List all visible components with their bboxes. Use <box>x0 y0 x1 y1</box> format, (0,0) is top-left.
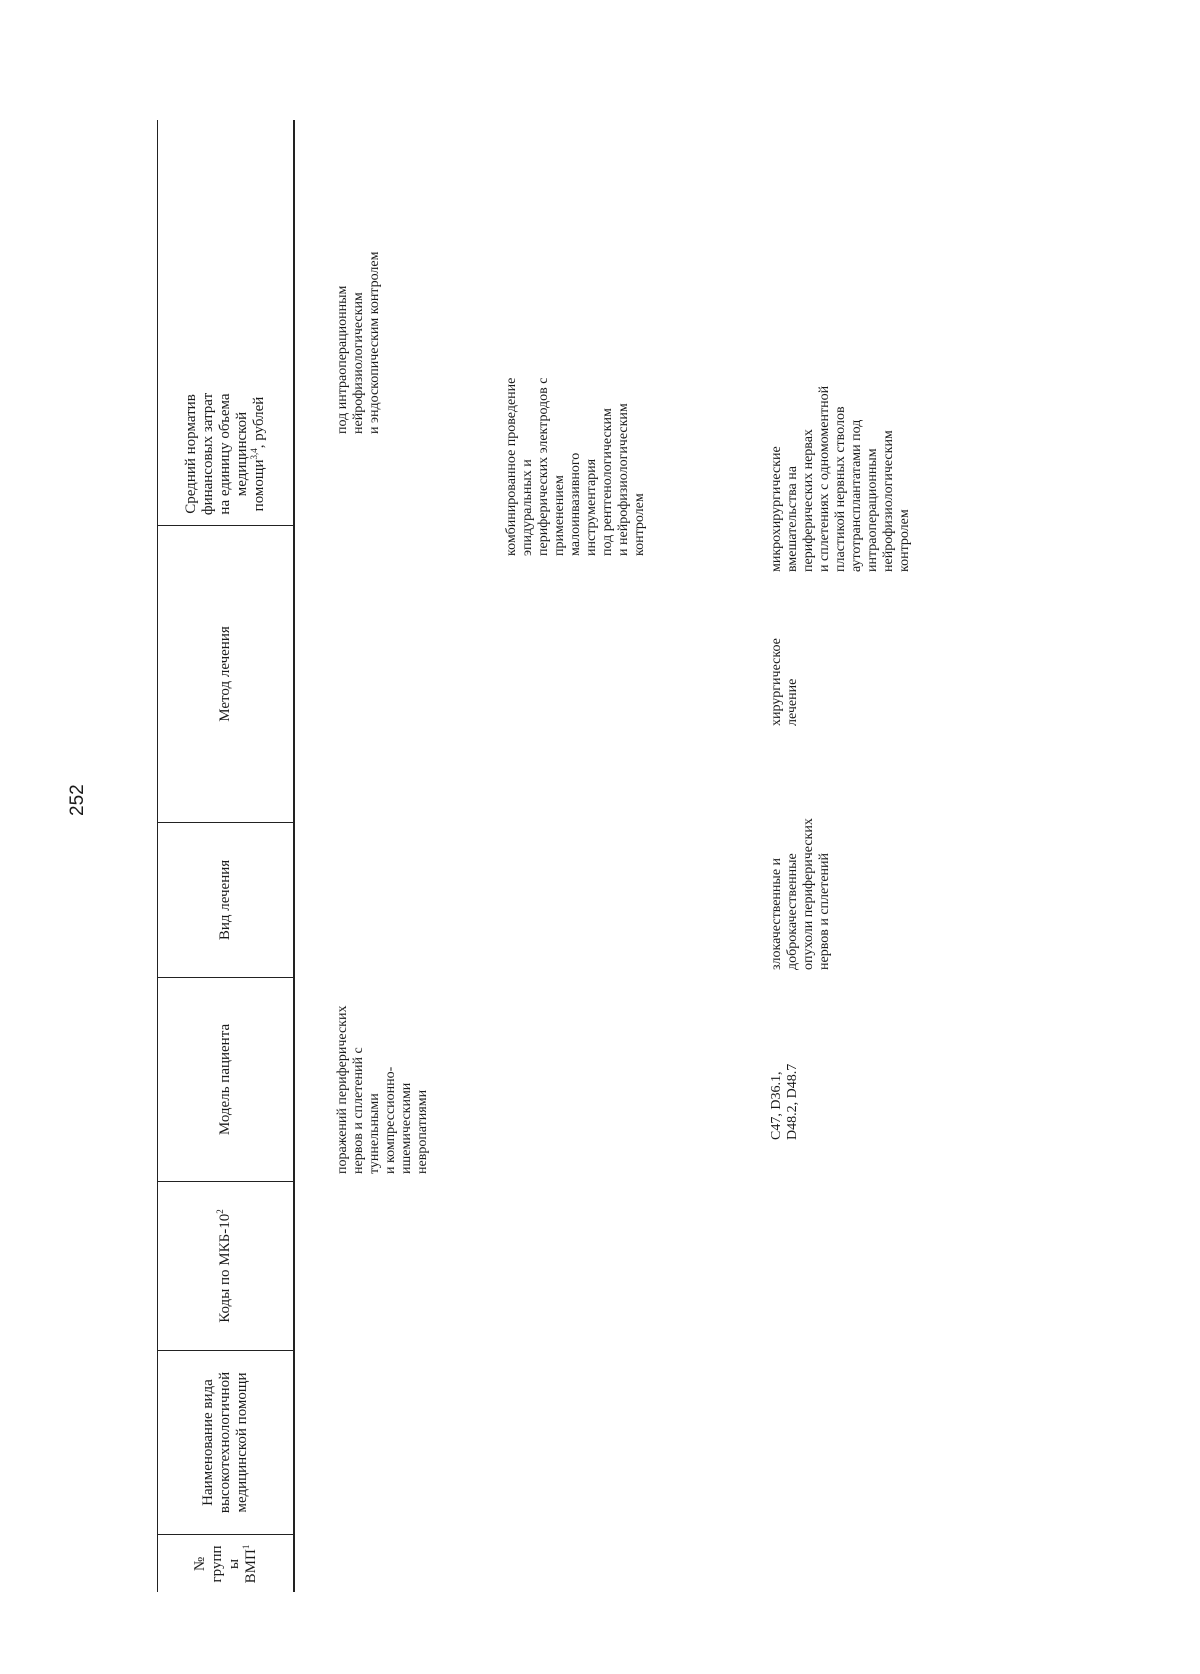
header-treatment-type-text: Вид лечения <box>217 859 233 941</box>
col-divider <box>157 1181 294 1182</box>
header-patient-model <box>157 978 294 1181</box>
header-group-no-text: № групп ы ВМП <box>191 1545 259 1584</box>
table-header <box>157 120 294 1592</box>
row3-treatment-type: хирургическое лечение <box>769 638 800 726</box>
row3-icd-codes: C47, D36.1, D48.2, D48.7 <box>769 1063 800 1140</box>
col-divider <box>157 1350 294 1351</box>
row1-treatment-method: под интраоперационным нейрофизиологическим и эндоскопическим контролем <box>335 251 382 434</box>
header-cost-standard-sup: 3,4 <box>249 448 259 460</box>
header-group-no <box>157 1536 294 1592</box>
header-patient-model-text: Модель пациента <box>217 1023 233 1136</box>
col-divider <box>157 822 294 823</box>
col-divider <box>157 1534 294 1535</box>
header-cost-standard-tail: , рублей <box>251 396 267 449</box>
col-divider <box>157 977 294 978</box>
header-treatment-type <box>157 823 294 977</box>
header-cost-standard-text: Средний норматив финансовых затрат на единицу объема медицинской помощи <box>183 392 267 516</box>
header-treatment-method <box>157 526 294 822</box>
page-number: 252 <box>67 784 88 816</box>
col-divider <box>157 525 294 526</box>
rotated-table <box>157 120 917 1592</box>
row3-treatment-method: микрохирургические вмешательства на периферических нервах и сплетениях с одномоментной пластикой нервных стволов аутотрансплантатами под интраоперационным нейрофизиологическим контролем <box>769 385 912 572</box>
header-treatment-method-text: Метод лечения <box>217 626 233 722</box>
row1-patient-model: поражений периферических нервов и сплетений с туннельными и компрессионно- ишемическими невропатиями <box>335 1005 430 1174</box>
row3-patient-model: злокачественные и доброкачественные опухоли периферических нервов и сплетений <box>769 818 832 970</box>
header-icd-codes-sup: 2 <box>215 1209 225 1214</box>
header-group-no-sup: 1 <box>240 1544 251 1550</box>
header-vmp-name-text: Наименование вида высокотехнологичной медицинской помощи <box>200 1371 250 1514</box>
row2-treatment-method: комбинированное проведение эпидуральных и периферических электродов с применением малоинвазивного инструментария под рентгенологическим и нейрофизиологическим контролем <box>504 377 647 556</box>
header-icd-codes-text: Коды по МКБ-10 <box>217 1213 233 1323</box>
header-vmp-name <box>157 1351 294 1534</box>
header-cost-standard <box>157 383 294 525</box>
header-icd-codes <box>157 1182 294 1350</box>
